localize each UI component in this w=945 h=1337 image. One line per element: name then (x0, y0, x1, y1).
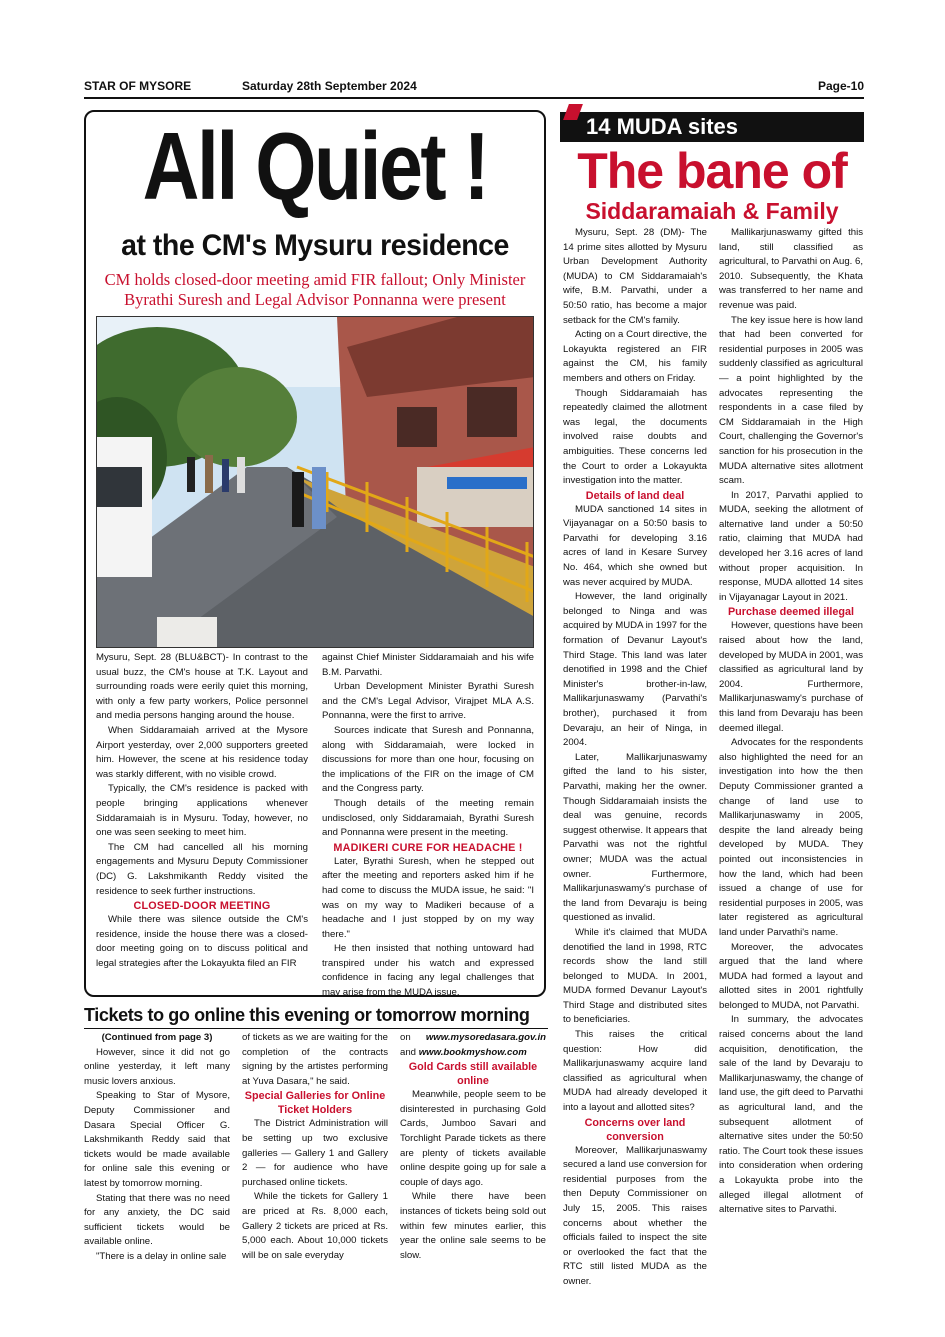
masthead-rule (84, 97, 864, 99)
subheading-special-galleries: Special Galleries for Online Ticket Holders (244, 1090, 386, 1117)
lead-column-2 (322, 651, 534, 1001)
issue-date: Saturday 28th September 2024 (242, 79, 417, 93)
paragraph: While the tickets for Gallery 1 are priced at Rs. 8,000 each, Gallery 2 tickets are priced at Rs. 5,000 each. About 10,000 tickets will be on sale everyday (242, 1191, 388, 1261)
page-number: Page-10 (817, 79, 864, 93)
paragraph: Mysuru, Sept. 28 (DM)- The 14 prime sites allotted by Mysuru Urban Development Authority (MUDA) to CM Siddaramaiah's wife, B.M. Parvathi, under a 50:50 ratio, has become a major setback for the CM's family. (563, 227, 707, 326)
subheading-land-conversion: Concerns over land conversion (584, 1116, 686, 1143)
paragraph: Acting on a Court directive, the Lokayukta registered an FIR against the CM, his family members and others on Friday. (563, 329, 707, 384)
paragraph: Mallikarjunaswamy gifted this land, still classified as agricultural, to Parvathi on Aug. 6, 2010. Subsequently, the Khata was transferred to her name and revenue was paid. (719, 227, 863, 311)
subheading-land-deal: Details of land deal (585, 489, 685, 502)
paragraph: Urban Development Minister Byrathi Suresh and the CM's Legal Advisor, Virajpet MLA A.S. Ponnanna, were the first to arrive. (322, 681, 534, 722)
paragraph: This raises the critical question: How did Mallikarjunaswamy acquire land classified as agricultural when MUDA had already developed it into a layout and allotted sites? (563, 1029, 707, 1114)
muda-subhead: Siddaramaiah & Family (585, 198, 839, 224)
paragraph (400, 1031, 546, 1060)
muda-headline: The bane of (577, 143, 847, 199)
muda-kicker-label: 14 MUDA sites (560, 112, 864, 142)
publication-name: STAR OF MYSORE (84, 79, 192, 93)
paragraph: In 2017, Parvathi applied to MUDA, seeking the allotment of alternative land under a 50:50 ratio, claiming that MUDA had developed her 3.16 acres of land without proper acquisition. In response, MUDA allotted 14 sites in Vijayanagar Layout in 2021. (719, 489, 863, 603)
paragraph: Typically, the CM's residence is packed with people bringing applications whenever Siddaramaiah is in Mysuru. Today, however, no one was seen seeking to meet him. (96, 783, 308, 839)
paragraph: The District Administration will be setting up two exclusive galleries — Gallery 1 and Gallery 2 — for audience who have purchased online tickets. (242, 1118, 388, 1188)
paragraph: Advocates for the respondents also highlighted the need for an investigation into how the then Deputy Commissioner granted a change of land use to Mallikarjunaswamy in 2005, despite the land already being developed by MUDA. They pointed out inconsistencies in how the land, which had been issued a change of use for residential purposes in 2005, was later registered as agricultural land under Parvathi's name. (719, 737, 863, 938)
lead-deck: CM holds closed-door meeting amid FIR fallout; Only Minister Byrathi Suresh and Legal Advisor Ponnanna were present (104, 270, 526, 309)
street-scene-image (97, 317, 534, 648)
paragraph: MUDA sanctioned 14 sites in Vijayanagar on a 50:50 basis to Parvathi for developing 3.16 acres of land in Kesare Survey No. 464, which she owned but was never acquired by MUDA. (563, 503, 707, 588)
paragraph: The key issue here is how land that had been converted for residential purposes in 2005 was suddenly classified as agricultural — a point highlighted by the advocates representing the respondents in a case filed by CM Siddaramaiah in the High Court, challenging the Governor's sanction for his prosecution in the MUDA alternative sites allotment scam. (719, 314, 863, 487)
subheading-purchase-illegal: Purchase deemed illegal (727, 606, 855, 619)
paragraph: Sources indicate that Suresh and Ponnanna, along with Siddaramaiah, were locked in discussions for more than one hour, focusing on the implications of the FIR on the image of CM and the Congress party. (322, 724, 534, 795)
paragraph: Moreover, Mallikarjunaswamy secured a land use conversion for residential purposes from the then Deputy Commissioner on July 15, 2005. This raises concerns about whether the officials failed to inspect the site or overlooked the fact that the RTC still listed MUDA as the owner. (563, 1144, 707, 1287)
paragraph: "There is a delay in online sale (96, 1250, 227, 1262)
tickets-column-2 (242, 1031, 388, 1263)
subheading-closed-door: CLOSED-DOOR MEETING (133, 900, 271, 913)
bookmyshow-link[interactable]: www.bookmyshow.com (418, 1046, 527, 1058)
paragraph: The CM had cancelled all his morning engagements and Mysuru Deputy Commissioner (DC) G. Lakshmikanth Reddy visited the residence to seek further instructions. (96, 841, 308, 897)
paragraph: Meanwhile, people seem to be disinterested in purchasing Gold Cards, Jumboo Savari and Torchlight Parade tickets as there are plenty of tickets available online despite going up for sale a couple of days ago. (400, 1089, 546, 1188)
paragraph: While there have been instances of tickets being sold out within few minutes earlier, this year the online sale seems to be slow. (400, 1191, 546, 1261)
tickets-rule (84, 1028, 548, 1029)
paragraph: He then insisted that nothing untoward had transpired under his watch and expressed confidence in facing any legal challenges that may arise from the MUDA issue. (322, 943, 534, 999)
subheading-gold-cards: Gold Cards still available online (408, 1061, 538, 1088)
paragraph: Moreover, the advocates argued that the land where MUDA had formed a layout and allotted sites in 2001 rightfully belonged to MUDA, not Parvathi. (719, 941, 863, 1011)
paragraph: While it's claimed that MUDA denotified the land in 1998, RTC records show the land still belonged to MUDA. In 2001, MUDA formed Devanur Layout's Third Stage and distributed sites to beneficiaries. (563, 926, 707, 1026)
subheading-madikeri: MADIKERI CURE FOR HEADACHE ! (333, 841, 523, 854)
paragraph: against Chief Minister Siddaramaiah and his wife B.M. Parvathi. (322, 652, 534, 678)
paragraph: Speaking to Star of Mysore, Deputy Commissioner and Dasara Special Officer G. Lakshmikanth Reddy said that tickets would be made available for online sale this evening or latest by tomorrow morning. (84, 1090, 230, 1189)
dasara-website-link[interactable]: www.mysoredasara.gov.in (425, 1032, 546, 1043)
paragraph: Mysuru, Sept. 28 (BLU&BCT)- In contrast to the usual buzz, the CM's house at T.K. Layout and surrounding roads were eerily quiet this morning, with only a few party workers, Police personnel and media persons hanging around the house. (96, 652, 308, 722)
paragraph: However, the land originally belonged to Ninga and was acquired by MUDA in 1997 for the formation of Devanur Layout's Third Stage. This land was later denotified in 1998 and the Chief Minister's brother-in-law, Mallikarjunaswamy (Parvathi's brother), purchased it from Devaraju, an heir of Ninga, in 2004. (563, 591, 707, 749)
lead-headline: All Quiet ! (142, 113, 488, 220)
paragraph: Stating that there was no need for any anxiety, the DC said sufficient tickets would be available online. (84, 1192, 230, 1248)
lead-subhead: at the CM's Mysuru residence (121, 229, 509, 262)
paragraph: Though details of the meeting remain undisclosed, only Siddaramaiah, Byrathi Suresh and Ponnanna were present in the meeting. (322, 797, 534, 839)
paragraph: Later, Mallikarjunaswamy gifted the land to his sister, Parvathi, making her the owner. Though Siddaramaiah insists the deal was genuine, records suggest otherwise. It appears that Parvathi was not the rightful owner; MUDA was the actual owner. Furthermore, Mallikarjunaswamy's purchase of the land from Devaraju is being questioned as invalid. (563, 751, 707, 924)
paragraph: In summary, the advocates raised concerns about the land acquisition, denotification, the sale of the land by Devaraju to Mallikarjunaswamy, the change of land use, the gift deed to Parvathi as agricultural land, and the subsequent allotment of alternative sites under the 50:50 ratio. The Court took these issues into consideration when ordering a Lokayukta probe into the alleged illegal allotment of alternative sites to Parvathi. (719, 1014, 863, 1216)
masthead (84, 79, 864, 95)
paragraph: Though Siddaramaiah has repeatedly claimed the allotment was legal, the documents involved raise doubts and ambiguities. These concerns led the Court to order a Lokayukta investigation into the matter. (563, 387, 707, 487)
paragraph: Later, Byrathi Suresh, when he stepped out after the meeting and reporters asked him if he had come to discuss the MUDA issue, he said: "I was on my way to Madikeri because of a headache and I just stopped by on my way there." (322, 855, 534, 940)
continued-note: (Continued from page 3) (101, 1032, 213, 1043)
tickets-column-3 (400, 1031, 546, 1263)
paragraph: of tickets as we are waiting for the completion of the contracts signing by the artistes performing at Yuva Dasara," he said. (242, 1032, 388, 1087)
text-and: and (400, 1046, 417, 1058)
muda-column-1 (563, 226, 707, 1290)
paragraph: When Siddaramaiah arrived at the Mysore Airport yesterday, over 2,000 supporters greeted him. However, the scene at his residence today was starkly different, with no visible crowd. (96, 724, 308, 780)
paragraph: While there was silence outside the CM's residence, inside the house there was a closed-door meeting going on to discuss political and legal strategies after the Lokayukta filed an FIR (96, 914, 308, 969)
paragraph: However, questions have been raised about how the land, developed by MUDA in 2001, was classified as agricultural land by 2004. Furthermore, Mallikarjunaswamy's purchase of this land from Devaraju has been deemed illegal. (719, 620, 863, 734)
tickets-headline: Tickets to go online this evening or tomorrow morning (84, 1005, 530, 1025)
muda-column-2 (719, 226, 863, 1218)
text-on: on (400, 1032, 411, 1043)
tickets-column-1 (84, 1031, 230, 1265)
paragraph: However, since it did not go online yesterday, it left many music lovers anxious. (84, 1046, 230, 1087)
lead-column-1 (96, 651, 308, 971)
residence-photo (96, 316, 534, 648)
